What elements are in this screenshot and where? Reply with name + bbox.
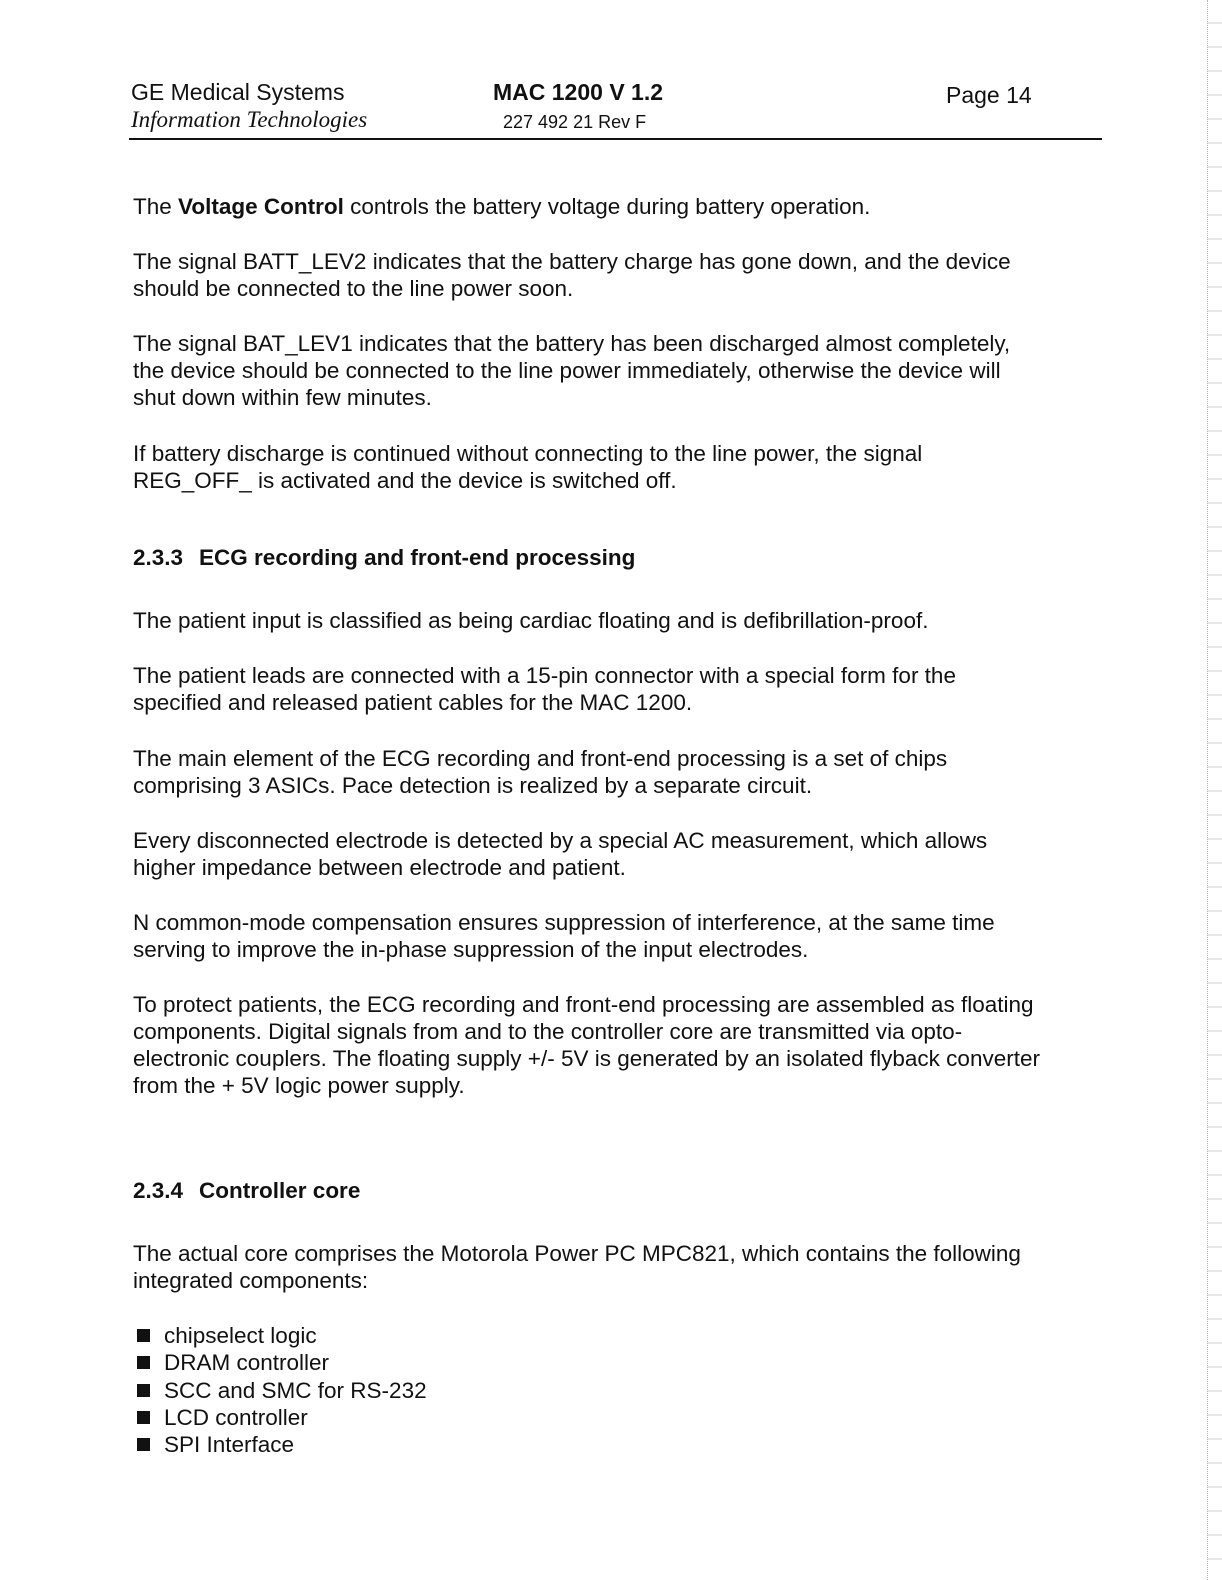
section-number: 2.3.4 <box>133 1178 184 1203</box>
paragraph-line: To protect patients, the ECG recording and front-end processing are assembled as floating <box>133 992 1034 1017</box>
paragraph-main-element <box>133 745 947 799</box>
list-item-text: SCC and SMC for RS-232 <box>164 1377 427 1403</box>
section-heading-controller-core <box>133 1178 360 1204</box>
list-item <box>137 1349 427 1376</box>
header-page-number: Page 14 <box>946 82 1032 108</box>
voltage-text-suffix: controls the battery voltage during battery operation. <box>343 194 871 219</box>
paragraph-line: from the + 5V logic power supply. <box>133 1073 465 1098</box>
paragraph-line: The patient leads are connected with a 15-pin connector with a special form for the <box>133 663 956 688</box>
square-bullet-icon <box>137 1438 150 1451</box>
square-bullet-icon <box>137 1329 150 1342</box>
header-department: Information Technologies <box>131 107 368 132</box>
paragraph-bat-lev1 <box>133 330 1010 411</box>
list-item-text: LCD controller <box>164 1404 308 1430</box>
paragraph-line: Every disconnected electrode is detected by a special AC measurement, which allows <box>133 828 988 853</box>
list-item-text: DRAM controller <box>164 1350 330 1376</box>
paragraph-voltage-control <box>133 193 870 220</box>
paragraph-reg-off <box>133 440 922 494</box>
paragraph-line: The main element of the ECG recording and front-end processing is a set of chips <box>133 746 948 771</box>
section-title: Controller core <box>199 1178 361 1203</box>
scan-margin-artifact <box>1207 0 1222 1580</box>
paragraph-line: REG_OFF_ is activated and the device is switched off. <box>133 468 677 493</box>
paragraph-line: The patient input is classified as being cardiac floating and is defibrillation-proof. <box>133 608 929 633</box>
list-item <box>137 1322 427 1349</box>
paragraph-line: specified and released patient cables for the MAC 1200. <box>133 690 693 715</box>
paragraph-line: serving to improve the in-phase suppression of the input electrodes. <box>133 937 809 962</box>
section-title: ECG recording and front-end processing <box>199 545 636 570</box>
list-item-text: chipselect logic <box>164 1323 317 1348</box>
paragraph-line: The actual core comprises the Motorola Power PC MPC821, which contains the following <box>133 1241 1021 1266</box>
paragraph-line: should be connected to the line power soon. <box>133 276 574 301</box>
section-number: 2.3.3 <box>133 545 184 570</box>
paragraph-batt-lev2 <box>133 248 1011 302</box>
paragraph-patient-input <box>133 607 928 634</box>
paragraph-core-description <box>133 1240 1021 1294</box>
paragraph-line: The signal BAT_LEV1 indicates that the battery has been discharged almost completely, <box>133 331 1011 356</box>
paragraph-patient-protection <box>133 991 1040 1099</box>
header-document-title: MAC 1200 V 1.2 <box>493 79 664 105</box>
list-item-text: SPI Interface <box>164 1432 295 1458</box>
list-item <box>137 1377 427 1404</box>
paragraph-line: comprising 3 ASICs. Pace detection is realized by a separate circuit. <box>133 773 813 798</box>
paragraph-line: components. Digital signals from and to the controller core are transmitted via opto- <box>133 1019 963 1044</box>
paragraph-line: N common-mode compensation ensures suppression of interference, at the same time <box>133 910 995 935</box>
paragraph-line: The signal BATT_LEV2 indicates that the battery charge has gone down, and the device <box>133 249 1011 274</box>
paragraph-line: higher impedance between electrode and patient. <box>133 855 626 880</box>
paragraph-line: electronic couplers. The floating supply +/- 5V is generated by an isolated flyback converter <box>133 1046 1040 1071</box>
voltage-text-prefix: The <box>133 194 179 219</box>
paragraph-electrode-detection <box>133 827 987 881</box>
paragraph-line: If battery discharge is continued without connecting to the line power, the signal <box>133 441 923 466</box>
paragraph-patient-leads <box>133 662 956 716</box>
section-heading-ecg-recording <box>133 545 635 571</box>
list-item <box>137 1404 427 1431</box>
component-bullet-list <box>137 1322 427 1458</box>
list-item <box>137 1431 427 1458</box>
voltage-control-term: Voltage Control <box>178 194 344 219</box>
square-bullet-icon <box>137 1384 150 1397</box>
paragraph-common-mode <box>133 909 995 963</box>
square-bullet-icon <box>137 1411 150 1424</box>
header-divider <box>129 138 1102 140</box>
header-document-number: 227 492 21 Rev F <box>503 112 647 132</box>
paragraph-line: integrated components: <box>133 1268 369 1293</box>
header-company: GE Medical Systems <box>131 79 345 105</box>
paragraph-line: shut down within few minutes. <box>133 385 432 410</box>
square-bullet-icon <box>137 1356 150 1369</box>
paragraph-line: the device should be connected to the line power immediately, otherwise the device will <box>133 358 1001 383</box>
